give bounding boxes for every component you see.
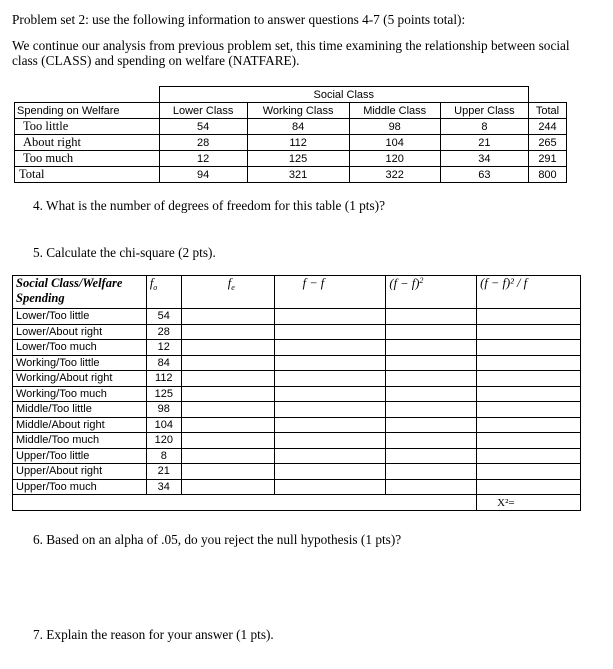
squared-cell[interactable] bbox=[386, 402, 477, 418]
row-label: Lower/About right bbox=[13, 324, 147, 340]
fo-value: 98 bbox=[146, 402, 181, 418]
chi-total-row bbox=[13, 495, 581, 511]
crosstab-cell: 112 bbox=[247, 135, 349, 151]
question-6: 6. Based on an alpha of .05, do you reject the null hypothesis (1 pts)? bbox=[33, 532, 402, 547]
diff-squared-header: $(f - f)^2$ bbox=[386, 276, 477, 309]
chi-component-header: (f − f)² / f bbox=[477, 276, 581, 309]
crosstab-cell: 94 bbox=[159, 167, 247, 183]
fe-cell[interactable] bbox=[181, 309, 274, 325]
table-row bbox=[13, 464, 581, 480]
fe-cell[interactable] bbox=[181, 386, 274, 402]
fe-cell[interactable] bbox=[181, 355, 274, 371]
diff-cell[interactable] bbox=[274, 355, 386, 371]
fe-cell[interactable] bbox=[181, 340, 274, 356]
row-label: Middle/Too little bbox=[13, 402, 147, 418]
crosstab-group-label: Social Class bbox=[159, 87, 528, 103]
squared-cell[interactable] bbox=[386, 433, 477, 449]
component-cell[interactable] bbox=[477, 464, 581, 480]
diff-cell[interactable] bbox=[274, 324, 386, 340]
table-row bbox=[13, 324, 581, 340]
fe-cell[interactable] bbox=[181, 464, 274, 480]
chi-col1-header: Social Class/Welfare Spending bbox=[13, 276, 147, 309]
row-label: Upper/Too little bbox=[13, 448, 147, 464]
fe-cell[interactable] bbox=[181, 448, 274, 464]
crosstab-group-row bbox=[15, 87, 567, 103]
fo-value: 112 bbox=[146, 371, 181, 387]
question-5: 5. Calculate the chi-square (2 pts). bbox=[33, 245, 216, 260]
crosstab-cell: 104 bbox=[349, 135, 440, 151]
squared-cell[interactable] bbox=[386, 386, 477, 402]
problem-set-title: Problem set 2: use the following information to answer questions 4-7 (5 points total): bbox=[12, 12, 466, 27]
crosstab-cell: 291 bbox=[528, 151, 566, 167]
fo-header: $f_o$ bbox=[146, 276, 181, 309]
fo-value: 8 bbox=[146, 448, 181, 464]
crosstab-col-header: Total bbox=[528, 103, 566, 119]
fo-value: 28 bbox=[146, 324, 181, 340]
chi-square-total[interactable] bbox=[477, 495, 581, 511]
crosstab-col-header: Middle Class bbox=[349, 103, 440, 119]
fe-cell[interactable] bbox=[181, 433, 274, 449]
table-row bbox=[13, 340, 581, 356]
squared-cell[interactable] bbox=[386, 309, 477, 325]
crosstab-cell: 321 bbox=[247, 167, 349, 183]
table-row bbox=[13, 309, 581, 325]
question-4: 4. What is the number of degrees of freedom for this table (1 pts)? bbox=[33, 198, 386, 213]
row-label: Upper/About right bbox=[13, 464, 147, 480]
squared-cell[interactable] bbox=[386, 448, 477, 464]
table-row bbox=[13, 386, 581, 402]
crosstab-table bbox=[14, 86, 567, 183]
table-row bbox=[13, 448, 581, 464]
diff-cell[interactable] bbox=[274, 386, 386, 402]
row-label: Middle/About right bbox=[13, 417, 147, 433]
diff-cell[interactable] bbox=[274, 340, 386, 356]
crosstab-cell: 21 bbox=[440, 135, 528, 151]
table-row bbox=[13, 402, 581, 418]
diff-cell[interactable] bbox=[274, 417, 386, 433]
crosstab-cell: 8 bbox=[440, 119, 528, 135]
crosstab-cell: 120 bbox=[349, 151, 440, 167]
crosstab-empty-cell bbox=[15, 87, 160, 103]
fe-cell[interactable] bbox=[181, 371, 274, 387]
component-cell[interactable] bbox=[477, 324, 581, 340]
fe-cell[interactable] bbox=[181, 417, 274, 433]
fo-value: 54 bbox=[146, 309, 181, 325]
table-row bbox=[13, 479, 581, 495]
row-label: Working/About right bbox=[13, 371, 147, 387]
crosstab-col-header: Upper Class bbox=[440, 103, 528, 119]
table-row bbox=[13, 433, 581, 449]
crosstab-row-label: Too little bbox=[15, 119, 160, 135]
table-row bbox=[13, 417, 581, 433]
crosstab-cell: 84 bbox=[247, 119, 349, 135]
diff-cell[interactable] bbox=[274, 433, 386, 449]
crosstab-header-row bbox=[15, 103, 567, 119]
fo-minus-fe-header: f − f bbox=[274, 276, 386, 309]
fe-cell[interactable] bbox=[181, 324, 274, 340]
row-label: Lower/Too much bbox=[13, 340, 147, 356]
fo-value: 125 bbox=[146, 386, 181, 402]
row-label: Middle/Too much bbox=[13, 433, 147, 449]
table-row bbox=[13, 371, 581, 387]
crosstab-col-header: Working Class bbox=[247, 103, 349, 119]
component-cell[interactable] bbox=[477, 433, 581, 449]
diff-cell[interactable] bbox=[274, 309, 386, 325]
crosstab-cell: 28 bbox=[159, 135, 247, 151]
chi-header-row bbox=[13, 276, 581, 309]
squared-cell[interactable] bbox=[386, 479, 477, 495]
component-cell[interactable] bbox=[477, 340, 581, 356]
crosstab-row bbox=[15, 151, 567, 167]
crosstab-cell: 34 bbox=[440, 151, 528, 167]
component-cell[interactable] bbox=[477, 355, 581, 371]
fo-value: 120 bbox=[146, 433, 181, 449]
row-label: Working/Too little bbox=[13, 355, 147, 371]
crosstab-cell: 322 bbox=[349, 167, 440, 183]
fo-value: 84 bbox=[146, 355, 181, 371]
crosstab-row-label: About right bbox=[15, 135, 160, 151]
squared-cell[interactable] bbox=[386, 464, 477, 480]
crosstab-cell: 125 bbox=[247, 151, 349, 167]
crosstab-empty-cell bbox=[528, 87, 566, 103]
fo-value: 12 bbox=[146, 340, 181, 356]
squared-cell[interactable] bbox=[386, 340, 477, 356]
crosstab-cell: 265 bbox=[528, 135, 566, 151]
component-cell[interactable] bbox=[477, 417, 581, 433]
fe-cell[interactable] bbox=[181, 402, 274, 418]
diff-cell[interactable] bbox=[274, 402, 386, 418]
fe-cell[interactable] bbox=[181, 479, 274, 495]
squared-cell[interactable] bbox=[386, 324, 477, 340]
component-cell[interactable] bbox=[477, 309, 581, 325]
row-label: Lower/Too little bbox=[13, 309, 147, 325]
squared-cell[interactable] bbox=[386, 355, 477, 371]
fo-value: 21 bbox=[146, 464, 181, 480]
fe-header: $f_e$ bbox=[181, 276, 274, 309]
component-cell[interactable] bbox=[477, 479, 581, 495]
squared-cell[interactable] bbox=[386, 417, 477, 433]
crosstab-row bbox=[15, 119, 567, 135]
crosstab-cell: 98 bbox=[349, 119, 440, 135]
chi-square-table bbox=[12, 275, 581, 511]
crosstab-cell: 244 bbox=[528, 119, 566, 135]
fo-value: 104 bbox=[146, 417, 181, 433]
row-label: Upper/Too much bbox=[13, 479, 147, 495]
crosstab-cell: 54 bbox=[159, 119, 247, 135]
row-label: Working/Too much bbox=[13, 386, 147, 402]
crosstab-row-label: Total bbox=[15, 167, 160, 183]
crosstab-cell: 800 bbox=[528, 167, 566, 183]
diff-cell[interactable] bbox=[274, 448, 386, 464]
crosstab-row-label: Too much bbox=[15, 151, 160, 167]
component-cell[interactable] bbox=[477, 371, 581, 387]
diff-cell[interactable] bbox=[274, 371, 386, 387]
component-cell[interactable] bbox=[477, 402, 581, 418]
question-7: 7. Explain the reason for your answer (1 pts). bbox=[33, 627, 274, 642]
component-cell[interactable] bbox=[477, 448, 581, 464]
table-row bbox=[13, 355, 581, 371]
crosstab-row-header: Spending on Welfare bbox=[15, 103, 160, 119]
crosstab-cell: 12 bbox=[159, 151, 247, 167]
intro-paragraph: We continue our analysis from previous problem set, this time examining the relationship between social class (CLASS) and spending on welfare (NATFARE). bbox=[12, 38, 570, 68]
fo-value: 34 bbox=[146, 479, 181, 495]
diff-cell[interactable] bbox=[274, 479, 386, 495]
chi-square-label: X²= bbox=[497, 496, 515, 509]
squared-cell[interactable] bbox=[386, 371, 477, 387]
diff-cell[interactable] bbox=[274, 464, 386, 480]
component-cell[interactable] bbox=[477, 386, 581, 402]
crosstab-total-row bbox=[15, 167, 567, 183]
chi-total-spacer bbox=[13, 495, 477, 511]
crosstab-col-header: Lower Class bbox=[159, 103, 247, 119]
crosstab-cell: 63 bbox=[440, 167, 528, 183]
crosstab-row bbox=[15, 135, 567, 151]
